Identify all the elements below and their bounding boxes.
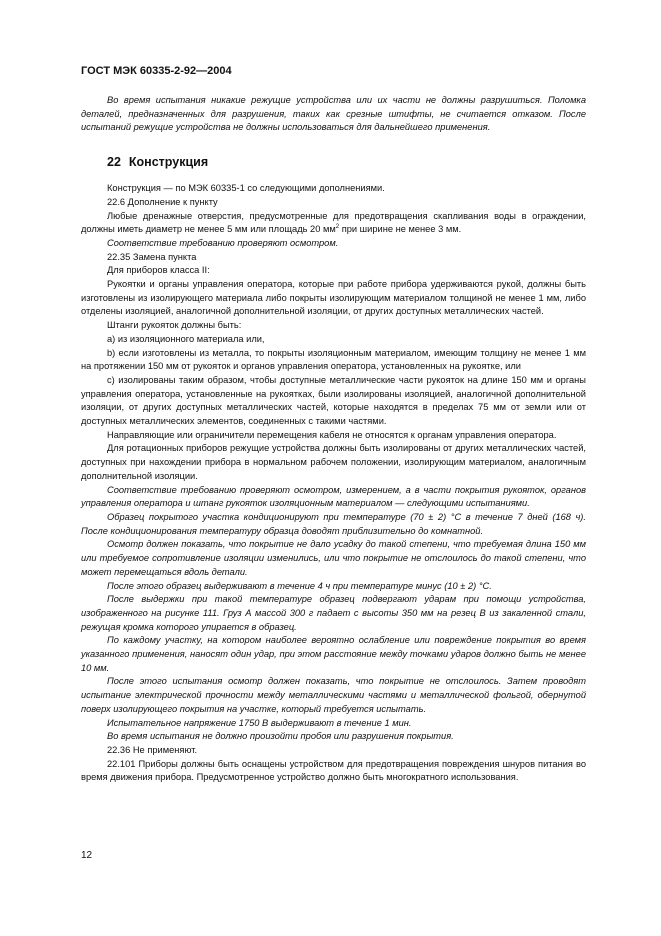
paragraph: 22.101 Приборы должны быть оснащены устройством для предотвращения повреждения шнуров питания во время движения прибора. Предусмотренное устройство должно быть многократного использования. (81, 758, 586, 783)
superscript: 2 (335, 224, 340, 231)
section-heading (107, 155, 586, 170)
paragraph: Конструкция — по МЭК 60335-1 со следующими дополнениями. (107, 183, 385, 194)
paragraph-text: Любые дренажные отверстия, предусмотренные для предотвращения скапливания воды в ограждении, должны иметь диаметр не менее 5 мм или площадь 20 мм (81, 210, 586, 235)
paragraph: Для ротационных приборов режущие устройства должны быть изолированы от других металлических частей, доступных при нахождении прибора в нормальном рабочем положении, изолирующим материалом, аналогичным дополнительной изоляции. (81, 443, 586, 481)
paragraph: 22.35 Замена пункта (107, 251, 197, 262)
paragraph: Для приборов класса II: (107, 265, 210, 276)
standard-header: ГОСТ МЭК 60335-2-92—2004 (81, 65, 232, 77)
paragraph: Рукоятки и органы управления оператора, которые при работе прибора удерживаются рукой, должны быть изготовлены из изолирующего материала либо покрыты изолирующим материалом толщиной не менее 1 мм, либо отделены изоляцией, аналогичной дополнительной изоляции, от других доступных металлических частей. (81, 279, 586, 317)
paragraph: Направляющие или ограничители перемещения кабеля не относятся к органам управления оператора. (107, 429, 557, 440)
paragraph: c) изолированы таким образом, чтобы доступные металлические части рукояток на длине 150 мм и органы управления оператора, установленные на рукоятках, были изолированы изоляцией, аналогичной дополнительной изоляции, от других доступных металлических частей, которые находятся в пределах 75 мм от земли или от доступных металлических элементов, соединенных с такими частями. (81, 374, 586, 427)
paragraph: Штанги рукояток должны быть: (107, 320, 242, 331)
paragraph-tail: при ширине не менее 3 мм. (339, 224, 462, 235)
paragraph: Испытательное напряжение 1750 В выдерживают в течение 1 мин. (107, 717, 412, 728)
paragraph: b) если изготовлены из металла, то покрыты изоляционным материалом, имеющим толщину не менее 1 мм на протяжении 150 мм от рукояток и органов управления оператора, установленных на рукоятке, или (81, 347, 586, 372)
section-paragraphs (81, 182, 586, 785)
document-body (81, 94, 586, 785)
paragraph: 22.36 Не применяют. (107, 744, 198, 755)
page-number: 12 (81, 850, 93, 861)
paragraph: После выдержки при такой температуре образец подвергают ударам при помощи устройства, изображенного на рисунке 111. Груз А массой 300 г падает с высоты 350 мм на резец В из закаленной стали, режущая кромка которого упирается в образец. (81, 594, 586, 632)
section-number: 22 (107, 155, 121, 170)
paragraph: Осмотр должен показать, что покрытие не дало усадку до такой степени, что требуемая длина 150 мм или требуемое сопротивление изоляции изменились, или что покрытие не отслоилось до такой степени, что может перемещаться вдоль детали. (81, 539, 586, 577)
paragraph: Образец покрытого участка кондиционируют при температуре (70 ± 2) °С в течение 7 дней (168 ч). После кондиционирования температуру образца доводят приблизительно до комнатной. (81, 511, 586, 536)
paragraph: По каждому участку, на котором наиболее вероятно ослабление или повреждение покрытия во время указанного применения, наносят один удар, при этом расстояние между точками ударов должно быть не менее 10 мм. (81, 635, 586, 673)
paragraph: Во время испытания не должно произойти пробоя или разрушения покрытия. (107, 731, 454, 742)
paragraph (81, 210, 586, 237)
paragraph: Соответствие требованию проверяют осмотром, измерением, а в части покрытия рукояток, органов управления оператора и штанг рукояток изоляционным материалом — следующими испытаниями. (81, 484, 586, 509)
paragraph: Соответствие требованию проверяют осмотром. (107, 237, 339, 248)
section-title: Конструкция (128, 155, 209, 170)
paragraph: 22.6 Дополнение к пункту (107, 196, 218, 207)
paragraph: a) из изоляционного материала или, (107, 333, 265, 344)
paragraph: После этого образец выдерживают в течение 4 ч при температуре минус (10 ± 2) °С. (107, 580, 492, 591)
intro-paragraph: Во время испытания никакие режущие устройства или их части не должны разрушиться. Поломка деталей, предназначенных для разрушения, таких как срезные штифты, не считается отказом. После испытаний режущие устройства не должны использоваться для дальнейшего применения. (81, 95, 586, 133)
paragraph: После этого испытания осмотр должен показать, что покрытие не отслоилось. Затем проводят испытание электрической прочности между металлическими частями и металлической фольгой, обернутой поверх изолирующего покрытия на участке, который требуется испытать. (81, 676, 586, 714)
